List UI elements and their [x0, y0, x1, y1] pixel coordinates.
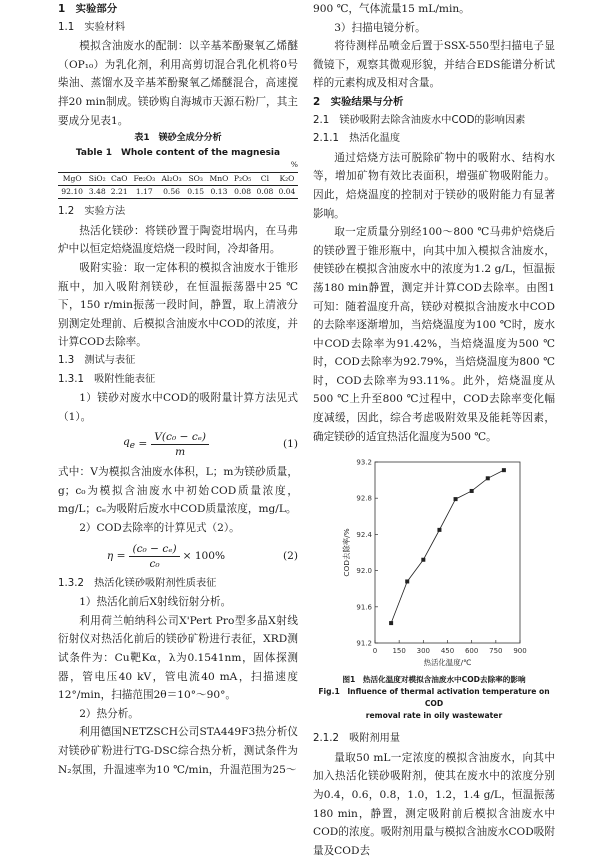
section-1-3-1-heading: 1.3.1 吸附性能表征	[58, 373, 156, 385]
table-cell: 0.15	[187, 187, 205, 197]
table-cell: 1.17	[135, 187, 153, 197]
y-tick-label: 92.8	[356, 494, 372, 503]
eq2-tail: × 100%	[182, 549, 226, 562]
data-point	[454, 497, 458, 501]
y-tick-label: 92.4	[356, 531, 372, 540]
y-tick-label: 92.0	[356, 567, 372, 576]
eq1-lhs: $q_e$	[122, 436, 136, 452]
section-1-3-2-heading: 1.3.2 热活化镁砂吸附剂性质表征	[58, 577, 217, 589]
table-cell: 0.56	[163, 187, 181, 197]
x-tick-label: 900	[513, 647, 527, 656]
table-header-cell: Fe₂O₃	[133, 174, 156, 184]
table-row	[58, 186, 298, 199]
xrd-paragraph: 利用荷兰帕纳科公司X'Pert Pro型多晶X射线衍射仪对热活化前后的镁砂矿粉进行表征，XRD测试条件为：Cu靶Kα，λ为0.1541nm，固体探测器，管电压40 kV，管电流40 mA，扫描速度12°/min，扫描范围2θ＝10°～90°。	[58, 614, 298, 702]
data-point	[502, 468, 506, 472]
x-tick-label: 300	[416, 647, 431, 656]
table-cell: 0.08	[256, 187, 274, 197]
table-header-cell: P₂O₅	[233, 174, 252, 184]
xrd-item: 1）热活化前后X射线衍射分析。	[79, 596, 232, 609]
table-header-cell: Cl	[260, 174, 270, 184]
table-cell: 0.04	[278, 187, 296, 197]
sem-paragraph: 将待测样品喷金后置于SSX-550型扫描电子显微镜下，观察其微观形貌，并结合EDS能谱分析试样的元素构成及相对含量。	[313, 40, 555, 90]
eq2-lhs: η	[106, 549, 114, 562]
section-1-2-heading: 1.2 实验方法	[58, 206, 126, 218]
x-tick-label: 450	[440, 647, 455, 656]
table-header-cell: K₂O	[279, 174, 295, 184]
x-axis-label: 热活化温度/℃	[423, 658, 472, 668]
section-2-heading: 2 实验结果与分析	[313, 95, 404, 108]
figure-caption-cn: 图1 热活化温度对模拟含油废水中COD去除率的影响	[342, 675, 526, 685]
table-caption-cn: 表1 镁砂全成分分析	[134, 133, 222, 144]
data-point	[437, 528, 441, 532]
y-tick-label: 91.6	[356, 603, 372, 612]
y-tick-label: 91.2	[356, 639, 372, 648]
equation-1: $q_e$ = $\frac{\text{V(c₀ − cₑ)}}{m}$ (1)	[122, 431, 298, 459]
table-header-row	[58, 173, 298, 186]
dosage-paragraph: 量取50 mL一定浓度的模拟含油废水，向其中加入热活化镁砂吸附剂，使其在废水中的浓度分别为0.4，0.6，0.8，1.0，1.2，1.4 g/L，恒温振荡180 min，静置，测定吸附前后模拟含油废水中COD的浓度。吸附剂用量与模拟含油废水COD吸附量及COD去	[313, 751, 555, 857]
magnesia-table-block	[58, 132, 298, 199]
table-caption-en: Table 1 Whole content of the magnesia	[75, 148, 281, 159]
x-tick-label: 600	[464, 647, 479, 656]
eq2-intro: 2）COD去除率的计算见式（2）。	[79, 522, 240, 535]
y-axis-label: COD去除率/%	[342, 528, 351, 577]
eq1-intro: 1）镁砂对废水中COD的吸附量计算方法见式（1）。	[58, 392, 298, 423]
section-2-1-1-heading: 2.1.1 热活化温度	[313, 133, 401, 145]
eq1-denominator: m	[175, 446, 186, 459]
figure-caption-en-1: Fig.1 Influence of thermal activation temperature on COD	[318, 687, 550, 709]
x-tick-label: 0	[372, 647, 378, 656]
table-unit: %	[290, 160, 298, 170]
section-1-1-heading: 1.1 实验材料	[58, 21, 126, 33]
equation-2: η = $\frac{\text{(c₀ − cₑ)}}{\text{c₀}}$ × 100% (2)	[106, 542, 298, 570]
right-column	[313, 0, 555, 860]
table-header-cell: CaO	[110, 174, 128, 184]
table-header-cell: MnO	[209, 174, 229, 184]
activation-paragraph: 热活化镁砂：将镁砂置于陶瓷坩埚内，在马弗炉中以恒定焙烧温度焙烧一段时间，冷却备用。	[58, 224, 298, 256]
series-line	[391, 470, 504, 623]
table-cell: 0.13	[210, 187, 228, 197]
data-point	[405, 580, 409, 584]
data-point	[421, 558, 425, 562]
x-tick-label: 750	[489, 647, 503, 656]
x-tick-label: 150	[392, 647, 406, 656]
eq2-denominator: c₀	[149, 557, 160, 570]
table-cell: 2.21	[110, 187, 128, 197]
left-column	[58, 0, 298, 779]
cod-temperature-chart	[313, 446, 555, 674]
section-1-3-heading: 1.3 测试与表征	[58, 354, 136, 366]
temperature-paragraph: 取一定质量分别经100～800 ℃马弗炉焙烧后的镁砂置于锥形瓶中，向其中加入模拟含油废水，使镁砂在模拟含油废水中的浓度为1.2 g/L，恒温振荡180 min静置，测定并计算COD去除率。由图1可知：随着温度升高，镁砂对模拟含油废水中COD的去除率逐渐增加，当焙烧温度为100 ℃时，废水中COD去除率为91.42%，当焙烧温度为500 ℃时，COD去除率为92.79%，当焙烧温度为800 ℃时，COD去除率为93.11%。此外，焙烧温度从500 ℃上升至800 ℃过程中，COD去除率变化幅度减缓，因此，综合考虑吸附效果及能耗等因素，确定镁砂的适宜热活化温度为500 ℃。	[313, 226, 555, 443]
table-header-cell: SO₃	[188, 174, 203, 184]
figure-caption-en-2: removal rate in oily wastewater	[365, 711, 503, 721]
eq2-number: (2)	[282, 549, 298, 562]
table-header-cell: Al₂O₃	[161, 174, 182, 184]
data-point	[470, 489, 474, 493]
eq1-numerator: V(c₀ − cₑ)	[151, 430, 209, 445]
section-2-1-heading: 2.1 镁砂吸附去除含油废水中COD的影响因素	[313, 114, 526, 126]
plot-frame	[375, 462, 520, 643]
section-2-1-2-heading: 2.1.2 吸附剂用量	[313, 733, 401, 745]
thermal-paragraph: 利用德国NETZSCH公司STA449F3热分析仪对镁砂矿粉进行TG-DSC综合热分析，测试条件为N₂氛围，升温速率为10 ℃/min，升温范围为25～	[58, 726, 298, 776]
sem-item: 3）扫描电镜分析。	[334, 21, 426, 34]
table-header-cell: SiO₂	[88, 174, 106, 184]
eq1-definitions: 式中：V为模拟含油废水体积，L；m为镁砂质量，g；c₀为模拟含油废水中初始COD质量浓度，mg/L；cₑ为吸附后废水中COD质量浓度，mg/L。	[58, 466, 298, 516]
data-point	[486, 477, 490, 481]
table-cell: 92.10	[61, 187, 83, 197]
magnesia-table	[58, 172, 298, 199]
thermal-paragraph-cont: 900 ℃，气体流量15 mL/min。	[313, 3, 470, 15]
calcination-paragraph: 通过焙烧方法可脱除矿物中的吸附水、结构水等，增加矿物有效比表面积，增强矿物吸附能力。因此，焙烧温度的控制对于镁砂的吸附能力有显著影响。	[313, 151, 555, 220]
data-point	[389, 621, 393, 625]
materials-paragraph: 模拟含油废水的配制：以辛基苯酚聚氧乙烯醚（OP₁₀）为乳化剂，利用高剪切混合乳化机将0号柴油、蒸馏水及辛基苯酚聚氧乙烯醚混合，高速搅拌20 min制成。镁砂购自海城市天源石粉厂，其主要成分见表1。	[58, 40, 298, 127]
adsorption-paragraph: 吸附实验：取一定体积的模拟含油废水于锥形瓶中，加入吸附剂镁砂，在恒温振荡器中25 ℃下，150 r/min振荡一段时间，静置，取上清液分别测定处理前、后模拟含油废水中COD的浓度，并计算COD去除率。	[58, 261, 298, 349]
table-header-cell: MgO	[62, 174, 82, 184]
figure-1	[313, 446, 555, 674]
thermal-item: 2）热分析。	[79, 707, 139, 720]
y-tick-label: 93.2	[356, 458, 372, 467]
eq1-number: (1)	[282, 438, 298, 451]
eq2-numerator: (c₀ − cₑ)	[129, 542, 179, 557]
section-1-heading: 1 实验部分	[58, 3, 118, 15]
table-cell: 0.08	[234, 187, 252, 197]
table-cell: 3.48	[88, 187, 106, 197]
